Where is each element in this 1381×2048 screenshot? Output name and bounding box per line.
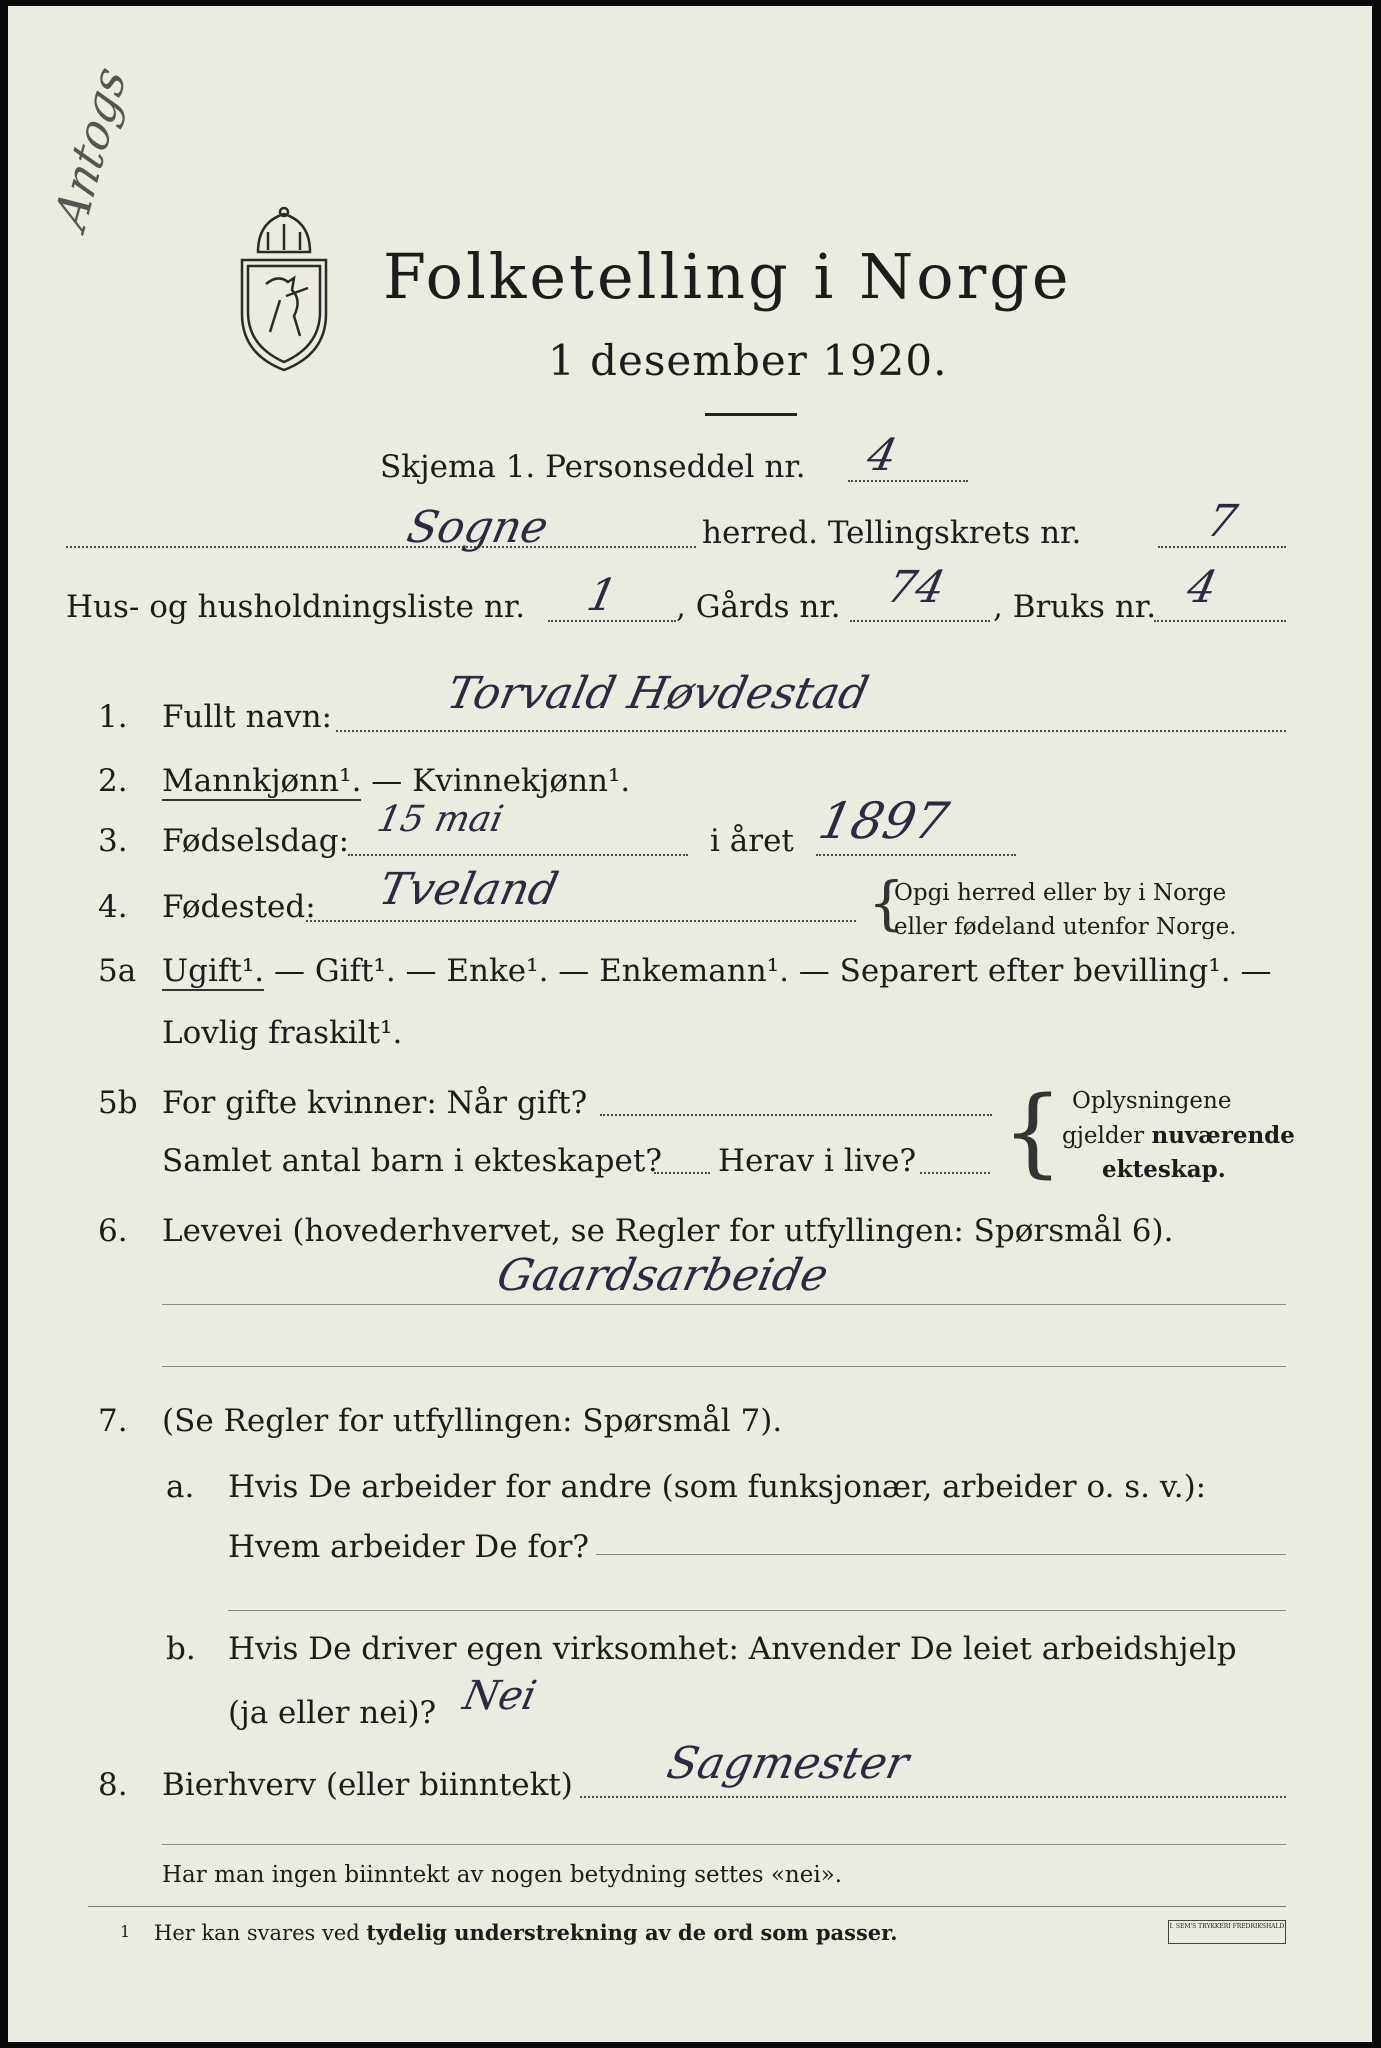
q1-number: 1. [98,699,128,735]
margin-note: Antogs [44,57,136,238]
bruks-nr-value: 4 [1182,562,1222,613]
skjema-label: Skjema 1. Personseddel nr. [380,449,806,485]
q4-number: 4. [98,889,128,925]
q7-number: 7. [98,1403,128,1439]
printer-mark: I. SEM'S TRYKKERI FREDRIKSHALD [1168,1920,1286,1944]
form-title: Folketelling i Norge [383,240,1072,313]
tellingskrets-nr-value: 7 [1202,496,1242,547]
footnote-mark: 1 [120,1922,131,1941]
q4-label: Fødested: [162,889,316,925]
q7a-letter: a. [166,1469,195,1505]
q8-label: Bierhverv (eller biinntekt) [162,1767,573,1803]
herred-label: herred. Tellingskrets nr. [702,515,1082,551]
q3-year-answer: 1897 [813,792,954,850]
form-date: 1 desember 1920. [548,336,948,385]
q3-year-label: i året [710,823,794,859]
q4-note-2: eller fødeland utenfor Norge. [894,914,1237,940]
q5b-note-2: gjelder nuværende [1062,1122,1295,1149]
coat-of-arms-icon [228,204,340,374]
q5b-note-3: ekteskap. [1102,1156,1226,1183]
personseddel-nr-value: 4 [862,430,902,481]
q5b-line2a: Samlet antal barn i ekteskapet? [162,1143,662,1179]
gards-label: , Gårds nr. [676,589,841,625]
q5a-line2: Lovlig fraskilt¹. [162,1015,403,1051]
q1-answer: Torvald Høvdestad [442,668,873,719]
footnote: Her kan svares ved tydelig understrekning av de ord som passer. [154,1920,898,1945]
q3-label: Fødselsdag: [162,823,350,859]
bottom-note: Har man ingen biinntekt av nogen betydning settes «nei». [162,1862,843,1888]
q5a-options: Ugift¹. — Gift¹. — Enke¹. — Enkemann¹. — Separert efter bevilling¹. — [162,953,1272,989]
q8-number: 8. [98,1767,128,1803]
q4-answer: Tveland [374,864,563,915]
q7a-line1: Hvis De arbeider for andre (som funksjonær, arbeider o. s. v.): [228,1469,1207,1505]
husholdningsliste-nr-value: 1 [582,570,622,621]
q3-birthday-answer: 15 mai [373,799,507,840]
q5b-number: 5b [98,1085,138,1121]
census-form [8,6,1372,2042]
q6-number: 6. [98,1213,128,1249]
q6-label: Levevei (hovederhvervet, se Regler for utfyllingen: Spørsmål 6). [162,1213,1174,1249]
q5b-line2b: Herav i live? [718,1143,917,1179]
q5b-brace: { [1002,1076,1064,1188]
q7-label: (Se Regler for utfyllingen: Spørsmål 7). [162,1403,783,1439]
header-divider [705,413,797,416]
q7a-line2: Hvem arbeider De for? [228,1529,590,1565]
q7b-line2: (ja eller nei)? [228,1695,437,1731]
q7b-letter: b. [166,1631,196,1667]
q5b-line1: For gifte kvinner: Når gift? [162,1085,588,1121]
q4-note-1: Opgi herred eller by i Norge [894,880,1227,906]
q4-brace: { [868,869,905,937]
q1-label: Fullt navn: [162,699,332,735]
q7b-answer: Nei [459,1673,541,1719]
husholdningsliste-label: Hus- og husholdningsliste nr. [66,589,526,625]
gards-nr-value: 74 [882,562,950,613]
q7b-line1: Hvis De driver egen virksomhet: Anvender De leiet arbeidshjelp [228,1631,1237,1667]
q3-number: 3. [98,823,128,859]
q2-mannkjonn: Mannkjønn¹. — Kvinnekjønn¹. [162,763,631,799]
q2-number: 2. [98,763,128,799]
bruks-label: , Bruks nr. [993,589,1157,625]
q8-answer: Sagmester [662,1738,914,1789]
q5a-number: 5a [98,953,137,989]
herred-name-value: Sogne [402,502,553,553]
q6-answer: Gaardsarbeide [492,1250,833,1301]
q5b-note-1: Oplysningene [1072,1088,1232,1114]
